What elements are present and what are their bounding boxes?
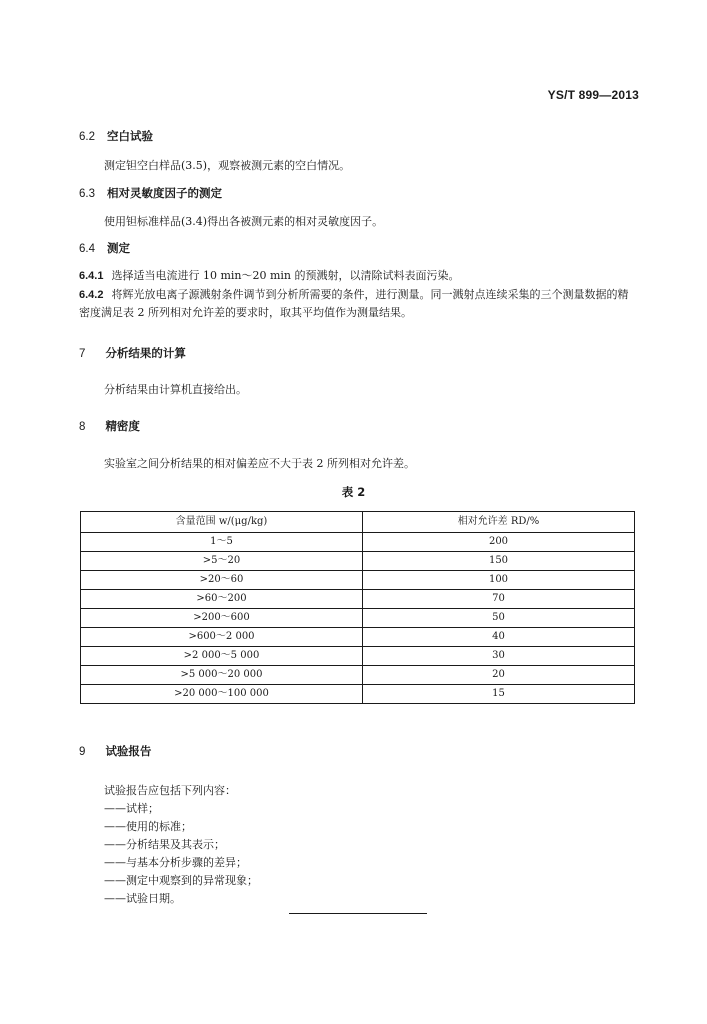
range-cell: >5～20 [81,552,363,571]
section-number: 6.2 [79,131,95,143]
section-number: 6.3 [79,188,95,200]
section-text: 选择适当电流进行 10 min～20 min 的预溅射，以清除试料表面污染。 [111,269,460,282]
range-cell: >5 000～20 000 [81,666,363,685]
table-row [81,628,635,647]
rd-cell: 15 [363,685,635,704]
section-6-2-heading [79,128,153,144]
table-row [81,647,635,666]
end-of-document-rule [289,913,427,914]
report-item: ——试验日期。 [104,892,181,905]
section-7-text: 分析结果由计算机直接给出。 [104,383,247,396]
table-row [81,552,635,571]
table-row [81,666,635,685]
section-6-3-text: 使用钽标准样品(3.4)得出各被测元素的相对灵敏度因子。 [104,215,384,228]
section-7-heading [79,345,186,361]
table-row [81,609,635,628]
section-6-4-1 [79,267,635,285]
section-number: 6.4.1 [79,270,104,282]
range-cell: >60～200 [81,590,363,609]
report-item: ——使用的标准； [104,820,192,833]
table-header-row [81,512,635,533]
section-title: 精密度 [105,419,140,433]
report-item: ——分析结果及其表示； [104,838,225,851]
range-cell: >20 000～100 000 [81,685,363,704]
section-8-text: 实验室之间分析结果的相对偏差应不大于表 2 所列相对允许差。 [104,457,415,470]
header-content-range: 含量范围 w/(μg/kg) [81,512,363,533]
rd-cell: 40 [363,628,635,647]
report-item: ——试样； [104,802,159,815]
section-number: 7 [79,348,86,360]
rd-cell: 50 [363,609,635,628]
range-cell: 1～5 [81,533,363,552]
header-relative-allowance: 相对允许差 RD/% [363,512,635,533]
section-9-heading [79,743,151,759]
section-6-4-heading [79,240,130,256]
section-number: 8 [79,421,86,433]
report-contents [104,782,258,908]
section-6-3-heading [79,185,222,201]
range-cell: >2 000～5 000 [81,647,363,666]
section-title: 分析结果的计算 [105,346,186,360]
table-title: 表 2 [341,485,366,499]
section-title: 相对灵敏度因子的测定 [107,186,223,200]
rd-cell: 70 [363,590,635,609]
section-text: 将辉光放电离子源溅射条件调节到分析所需要的条件，进行测量。同一溅射点连续采集的三个测量数据的精密度满足表 2 所列相对允许差的要求时，取其平均值作为测量结果。 [79,288,629,319]
rd-cell: 30 [363,647,635,666]
section-number: 6.4.2 [79,289,104,301]
report-item: ——与基本分析步骤的差异； [104,856,247,869]
rd-cell: 20 [363,666,635,685]
standard-code: YS/T 899—2013 [547,88,639,102]
rd-cell: 200 [363,533,635,552]
section-title: 试验报告 [105,744,152,758]
range-cell: >600～2 000 [81,628,363,647]
range-cell: >20～60 [81,571,363,590]
section-number: 9 [79,746,86,758]
report-item: ——测定中观察到的异常现象； [104,874,258,887]
table-row [81,590,635,609]
table-row [81,533,635,552]
table-row [81,571,635,590]
rd-cell: 100 [363,571,635,590]
section-title: 测定 [107,241,131,255]
table-row [81,685,635,704]
section-8-heading [79,418,140,434]
range-cell: >200～600 [81,609,363,628]
section-title: 空白试验 [107,129,154,143]
report-intro: 试验报告应包括下列内容： [104,784,236,797]
section-6-4-2 [79,286,635,322]
section-number: 6.4 [79,243,95,255]
precision-table [80,511,635,704]
rd-cell: 150 [363,552,635,571]
section-6-2-text: 测定钽空白样品(3.5)，观察被测元素的空白情况。 [104,159,351,172]
